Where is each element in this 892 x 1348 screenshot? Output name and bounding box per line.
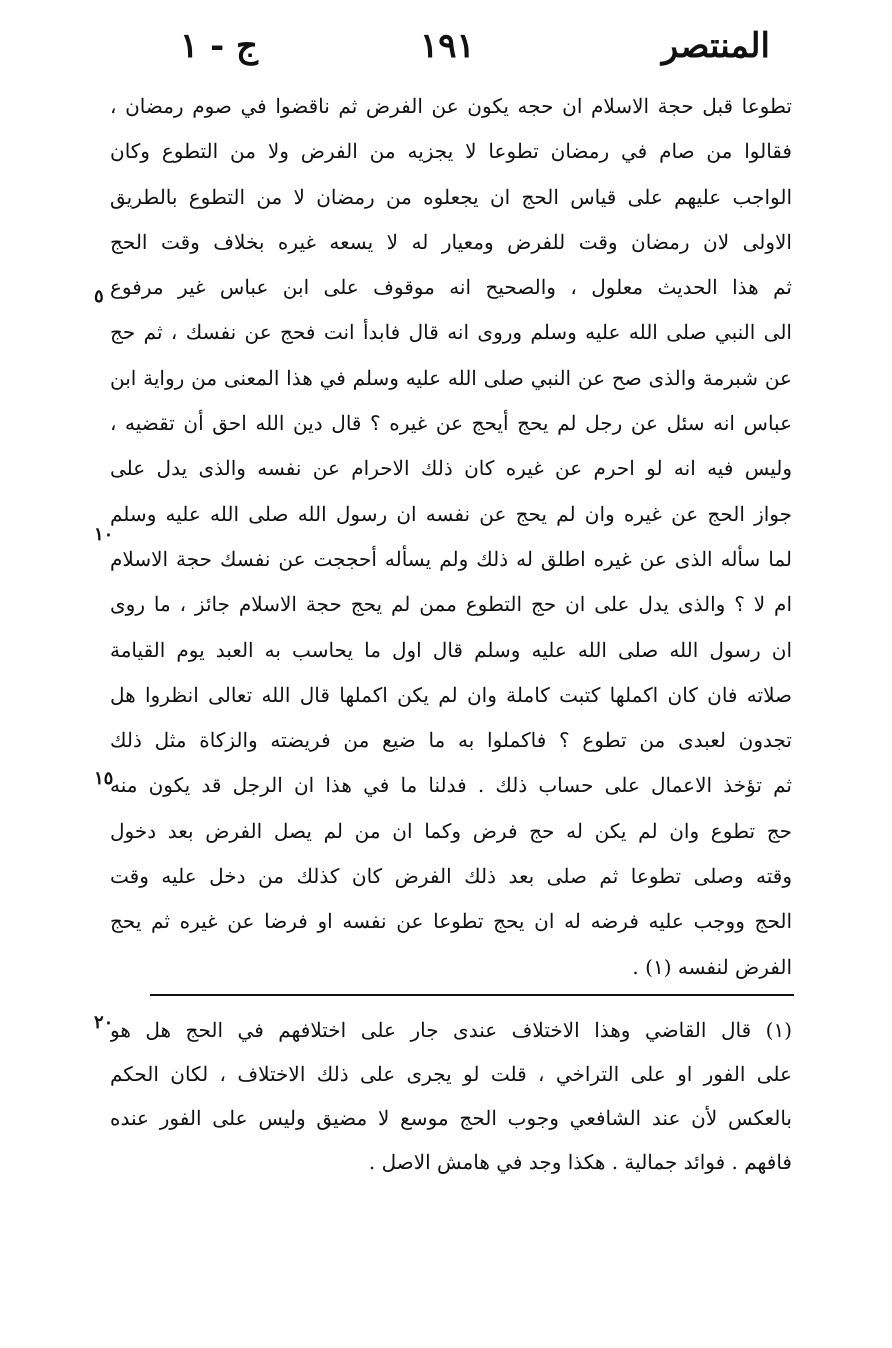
line-number-15: ١٥ — [94, 768, 114, 789]
text-line-last: الفرض لنفسه (١) . — [632, 954, 792, 979]
text-line: صلاته فان كان اكملها كتبت كاملة وان لم يكن اكملها قال الله تعالى انظروا هل — [110, 682, 792, 707]
footnote-line: على الفور او على التراخي ، قلت لو يجرى على ذلك الاختلاف ، لكان الحكم — [110, 1062, 792, 1086]
line-number-5: ٥ — [94, 286, 104, 307]
text-line: ان رسول الله صلى الله عليه وسلم قال اول ما يحاسب به العبد يوم القيامة — [110, 637, 792, 662]
text-line: حج تطوع وان لم يكن له حج فرض وكما ان من لم يصل الفرض بعد دخول — [110, 818, 792, 843]
text-line: جواز الحج عن غيره وان لم يحج عن نفسه ان رسول الله صلى الله عليه وسلم — [110, 501, 792, 526]
text-line: الحج ووجب عليه فرضه له ان يحج تطوعا عن نفسه او فرضا عن غيره ثم يحج — [110, 909, 792, 934]
footnote — [110, 1008, 792, 1184]
page-header — [150, 26, 770, 86]
text-line: عن شبرمة والذى صح عن النبي صلى الله عليه وسلم في هذا المعنى من رواية ابن — [110, 365, 792, 390]
text-line: عباس انه سئل عن رجل لم يحج أيحج عن غيره ؟ قال دين الله احق أن تقضيه ، — [110, 411, 792, 436]
running-title: المنتصر — [661, 26, 770, 66]
text-line: ام لا ؟ والذى يدل على ان حج التطوع ممن لم يحج حجة الاسلام جائز ، ما روى — [110, 592, 792, 617]
text-line: ثم تؤخذ الاعمال على حساب ذلك . فدلنا ما في هذا ان الرجل قد يكون منه — [110, 773, 792, 798]
footnote-line: بالعكس لأن عند الشافعي وجوب الحج موسع لا مضيق وليس على الفور عنده — [110, 1106, 792, 1130]
text-line: الى النبي صلى الله عليه وسلم وروى انه قال فابدأ انت فحج عن نفسك ، ثم حج — [110, 320, 792, 345]
text-line: تجدون لعبدى من تطوع ؟ فاكملوا به ما ضيع من فريضته والزكاة مثل ذلك — [110, 728, 792, 753]
line-number-10: ١٠ — [94, 524, 114, 545]
text-line: وليس فيه انه لو احرم عن غيره كان ذلك الاحرام عن نفسه والذى يدل على — [110, 456, 792, 481]
footnote-line-last: فافهم . فوائد جمالية . هكذا وجد في هامش الاصل . — [368, 1150, 792, 1174]
text-line: وقته وصلى تطوعا ثم صلى بعد ذلك الفرض كان كذلك من دخل عليه وقت — [110, 864, 792, 889]
volume-label: ج - ١ — [180, 26, 258, 66]
text-line: تطوعا قبل حجة الاسلام ان حجه يكون عن الفرض ثم ناقضوا في صوم رمضان ، — [110, 94, 792, 118]
line-number-20: ٢٠ — [94, 1012, 114, 1033]
main-text — [110, 84, 792, 990]
text-line: الاولى لان رمضان وقت للفرض ومعيار له لا يسعه غيره بخلاف وقت الحج — [110, 229, 792, 254]
text-line: فقالوا من صام في رمضان تطوعا لا يجزيه من الفرض ولا من التطوع وكان — [110, 139, 792, 164]
footnote-line: (١) قال القاضي وهذا الاختلاف عندى جار على اختلافهم في الحج هل هو — [110, 1018, 792, 1042]
text-line: الواجب عليهم على قياس الحج ان يجعلوه من رمضان لا من التطوع بالطريق — [110, 184, 792, 209]
footnote-separator — [150, 994, 794, 996]
text-line: لما سأله الذى عن غيره اطلق له ذلك ولم يسأله أحججت عن نفسك حجة الاسلام — [110, 546, 792, 571]
page-number: ١٩١ — [420, 26, 475, 66]
text-line: ثم هذا الحديث معلول ، والصحيح انه موقوف على ابن عباس غير مرفوع — [110, 275, 792, 300]
